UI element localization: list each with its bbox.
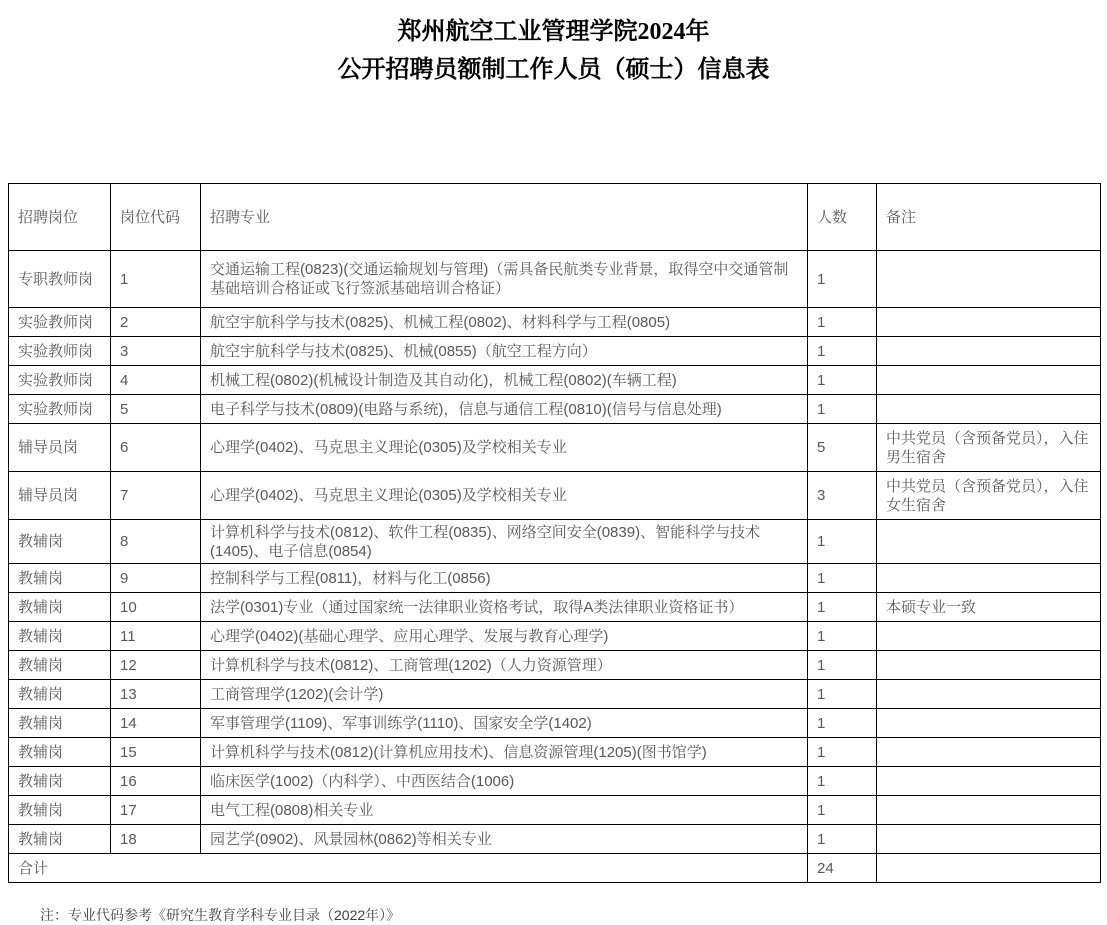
cell-post: 教辅岗: [9, 622, 111, 651]
cell-post: 辅导员岗: [9, 424, 111, 472]
table-row: [9, 424, 1101, 472]
table-row: [9, 622, 1101, 651]
cell-major: 机械工程(0802)(机械设计制造及其自动化)，机械工程(0802)(车辆工程): [201, 366, 808, 395]
cell-count: 1: [808, 337, 877, 366]
page-title: [0, 0, 1107, 89]
table-row: [9, 251, 1101, 308]
cell-post: 教辅岗: [9, 593, 111, 622]
recruitment-table: [8, 183, 1101, 883]
cell-remark: [877, 395, 1101, 424]
cell-count: 1: [808, 622, 877, 651]
cell-remark: [877, 366, 1101, 395]
cell-major: 航空宇航科学与技术(0825)、机械工程(0802)、材料科学与工程(0805): [201, 308, 808, 337]
cell-count: 1: [808, 796, 877, 825]
cell-code: 3: [111, 337, 201, 366]
cell-remark: [877, 825, 1101, 854]
cell-remark: [877, 796, 1101, 825]
cell-code: 5: [111, 395, 201, 424]
header-code: 岗位代码: [111, 184, 201, 251]
total-row: [9, 854, 1101, 883]
cell-code: 2: [111, 308, 201, 337]
table-row: [9, 680, 1101, 709]
cell-major: 工商管理学(1202)(会计学): [201, 680, 808, 709]
cell-post: 教辅岗: [9, 825, 111, 854]
cell-count: 1: [808, 680, 877, 709]
cell-count: 1: [808, 564, 877, 593]
cell-remark: [877, 738, 1101, 767]
footnote: 注：专业代码参考《研究生教育学科专业目录（2022年）》: [40, 907, 401, 923]
total-remark: [877, 854, 1101, 883]
table-row: [9, 337, 1101, 366]
cell-major: 电子科学与技术(0809)(电路与系统)，信息与通信工程(0810)(信号与信息处理): [201, 395, 808, 424]
cell-remark: [877, 520, 1101, 564]
table-row: [9, 651, 1101, 680]
header-count: 人数: [808, 184, 877, 251]
table-row: [9, 366, 1101, 395]
cell-code: 9: [111, 564, 201, 593]
table-header-row: [9, 184, 1101, 251]
total-label: 合计: [9, 854, 808, 883]
table-body: [9, 251, 1101, 854]
cell-major: 交通运输工程(0823)(交通运输规划与管理)（需具备民航类专业背景，取得空中交通管制基础培训合格证或飞行签派基础培训合格证）: [201, 251, 808, 308]
cell-count: 5: [808, 424, 877, 472]
cell-post: 教辅岗: [9, 680, 111, 709]
cell-code: 18: [111, 825, 201, 854]
cell-major: 园艺学(0902)、风景园林(0862)等相关专业: [201, 825, 808, 854]
page-title-line2: 公开招聘员额制工作人员（硕士）信息表: [337, 57, 770, 83]
cell-post: 实验教师岗: [9, 395, 111, 424]
cell-major: 军事管理学(1109)、军事训练学(1110)、国家安全学(1402): [201, 709, 808, 738]
cell-code: 10: [111, 593, 201, 622]
cell-post: 实验教师岗: [9, 308, 111, 337]
cell-post: 教辅岗: [9, 651, 111, 680]
cell-post: 教辅岗: [9, 520, 111, 564]
header-major: 招聘专业: [201, 184, 808, 251]
cell-code: 17: [111, 796, 201, 825]
table-row: [9, 709, 1101, 738]
total-count: 24: [808, 854, 877, 883]
cell-code: 14: [111, 709, 201, 738]
table-row: [9, 395, 1101, 424]
cell-post: 专职教师岗: [9, 251, 111, 308]
cell-code: 15: [111, 738, 201, 767]
table-row: [9, 520, 1101, 564]
cell-code: 11: [111, 622, 201, 651]
cell-count: 1: [808, 738, 877, 767]
cell-post: 辅导员岗: [9, 472, 111, 520]
cell-code: 12: [111, 651, 201, 680]
table-row: [9, 767, 1101, 796]
header-remark: 备注: [877, 184, 1101, 251]
cell-count: 1: [808, 767, 877, 796]
cell-remark: [877, 767, 1101, 796]
page-title-line1: 郑州航空工业管理学院2024年: [397, 19, 710, 45]
cell-major: 心理学(0402)、马克思主义理论(0305)及学校相关专业: [201, 424, 808, 472]
header-post: 招聘岗位: [9, 184, 111, 251]
cell-post: 实验教师岗: [9, 337, 111, 366]
table-row: [9, 472, 1101, 520]
table-row: [9, 796, 1101, 825]
cell-major: 计算机科学与技术(0812)、工商管理(1202)（人力资源管理）: [201, 651, 808, 680]
cell-count: 1: [808, 520, 877, 564]
cell-count: 1: [808, 825, 877, 854]
cell-post: 教辅岗: [9, 564, 111, 593]
cell-count: 1: [808, 366, 877, 395]
cell-count: 1: [808, 709, 877, 738]
cell-major: 航空宇航科学与技术(0825)、机械(0855)（航空工程方向）: [201, 337, 808, 366]
cell-major: 法学(0301)专业（通过国家统一法律职业资格考试，取得A类法律职业资格证书）: [201, 593, 808, 622]
cell-remark: 中共党员（含预备党员），入住女生宿舍: [877, 472, 1101, 520]
cell-remark: [877, 308, 1101, 337]
cell-remark: [877, 251, 1101, 308]
cell-code: 4: [111, 366, 201, 395]
cell-major: 心理学(0402)、马克思主义理论(0305)及学校相关专业: [201, 472, 808, 520]
cell-post: 教辅岗: [9, 796, 111, 825]
cell-remark: 本硕专业一致: [877, 593, 1101, 622]
cell-major: 计算机科学与技术(0812)、软件工程(0835)、网络空间安全(0839)、智能科学与技术(1405)、电子信息(0854): [201, 520, 808, 564]
cell-code: 13: [111, 680, 201, 709]
cell-remark: [877, 680, 1101, 709]
cell-post: 教辅岗: [9, 767, 111, 796]
cell-major: 控制科学与工程(0811)，材料与化工(0856): [201, 564, 808, 593]
cell-code: 8: [111, 520, 201, 564]
cell-remark: [877, 337, 1101, 366]
cell-major: 电气工程(0808)相关专业: [201, 796, 808, 825]
table-row: [9, 308, 1101, 337]
cell-remark: [877, 651, 1101, 680]
cell-count: 1: [808, 593, 877, 622]
table-row: [9, 825, 1101, 854]
cell-code: 16: [111, 767, 201, 796]
table-row: [9, 738, 1101, 767]
cell-major: 计算机科学与技术(0812)(计算机应用技术)、信息资源管理(1205)(图书馆学): [201, 738, 808, 767]
cell-major: 心理学(0402)(基础心理学、应用心理学、发展与教育心理学): [201, 622, 808, 651]
cell-remark: [877, 564, 1101, 593]
cell-major: 临床医学(1002)（内科学）、中西医结合(1006): [201, 767, 808, 796]
cell-remark: 中共党员（含预备党员），入住男生宿舍: [877, 424, 1101, 472]
cell-post: 实验教师岗: [9, 366, 111, 395]
cell-post: 教辅岗: [9, 709, 111, 738]
cell-count: 1: [808, 651, 877, 680]
cell-code: 1: [111, 251, 201, 308]
table-row: [9, 593, 1101, 622]
table-row: [9, 564, 1101, 593]
cell-code: 7: [111, 472, 201, 520]
cell-count: 3: [808, 472, 877, 520]
cell-post: 教辅岗: [9, 738, 111, 767]
cell-count: 1: [808, 395, 877, 424]
cell-count: 1: [808, 308, 877, 337]
cell-code: 6: [111, 424, 201, 472]
cell-remark: [877, 709, 1101, 738]
cell-count: 1: [808, 251, 877, 308]
cell-remark: [877, 622, 1101, 651]
